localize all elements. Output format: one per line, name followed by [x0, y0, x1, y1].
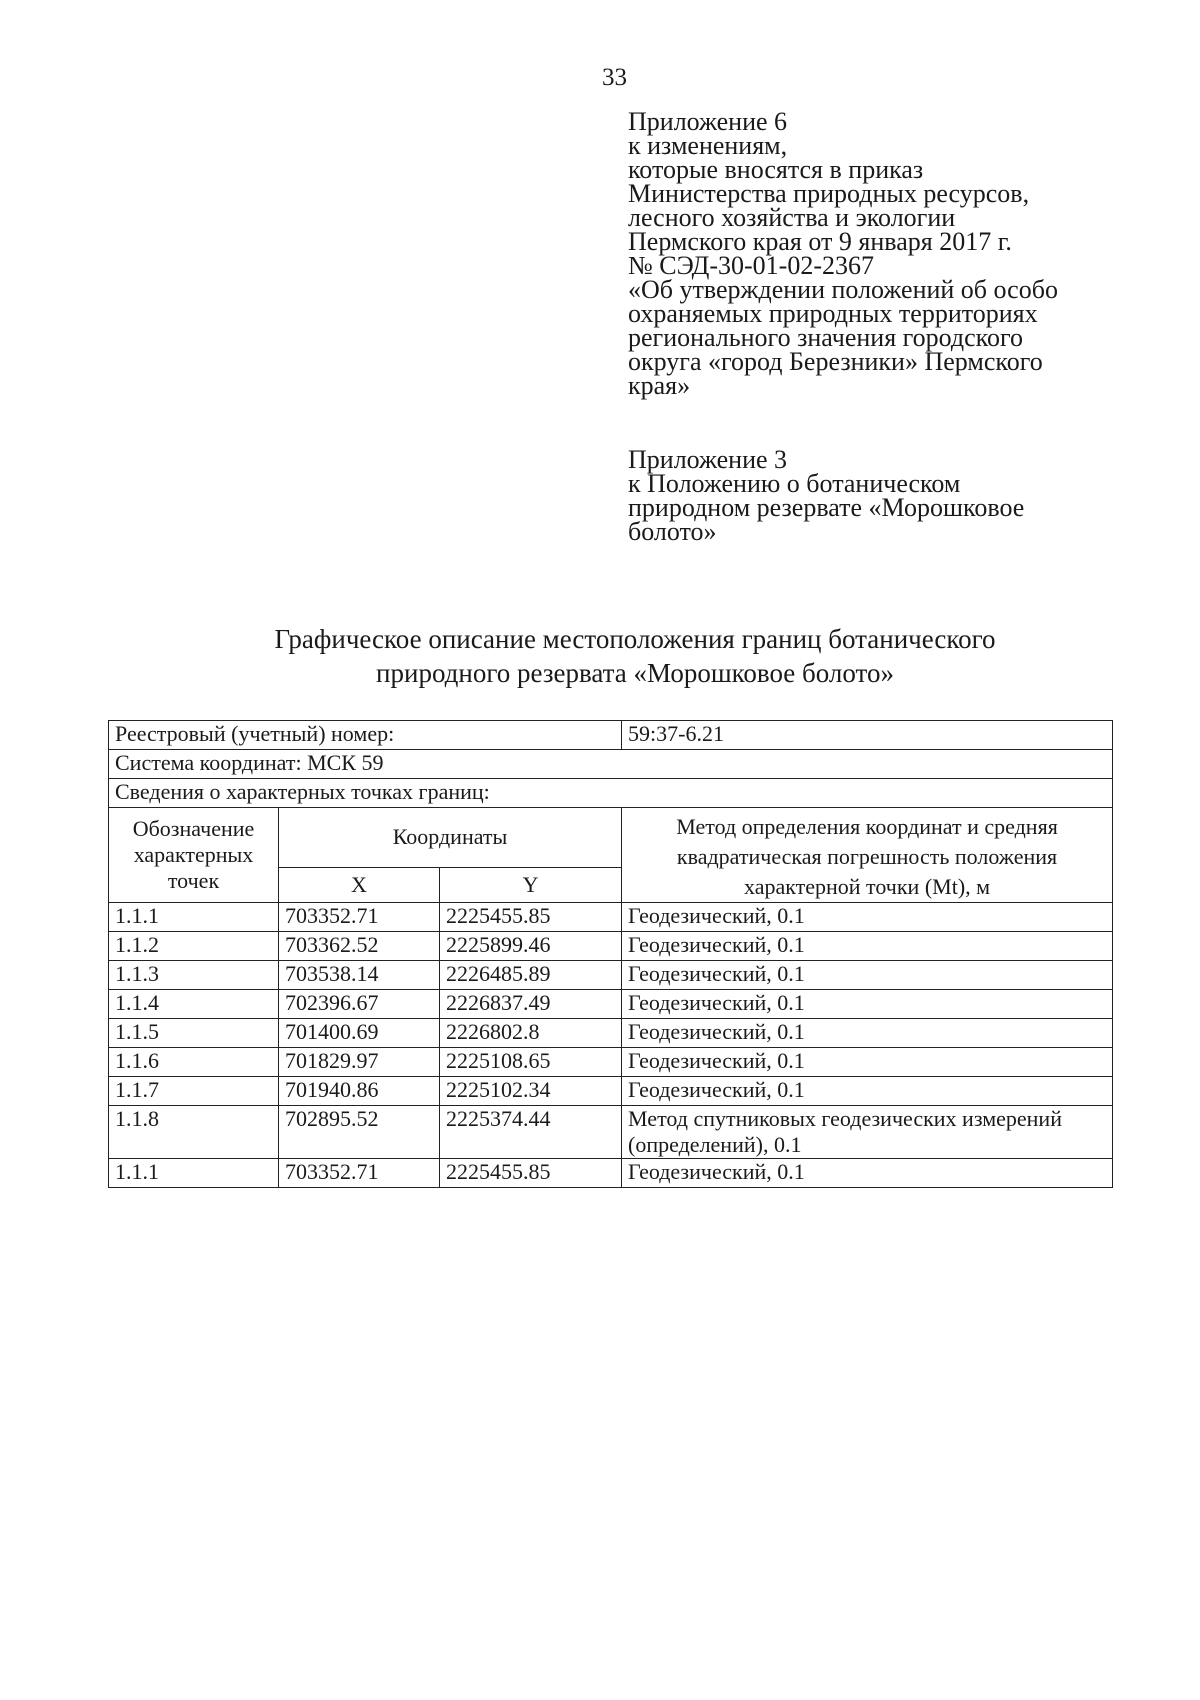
registry-value: 59:37-6.21: [622, 721, 1113, 750]
header-y: Y: [440, 867, 622, 902]
appendix-6-line: которые вносятся в приказ: [628, 155, 924, 184]
appendix-6-line: «Об утверждении положений об особо: [628, 275, 1058, 304]
y-cell: 2226802.8: [440, 1019, 622, 1048]
header-method: Метод определения координат и средняя квадратическая погрешность положения характерной точки (Mt), м: [622, 808, 1113, 903]
method-cell: Геодезический, 0.1: [622, 1048, 1113, 1077]
document-title: [120, 622, 1150, 690]
appendix-6-line: Министерства природных ресурсов,: [628, 179, 1030, 208]
point-cell: 1.1.6: [109, 1048, 279, 1077]
method-cell: Геодезический, 0.1: [622, 1019, 1113, 1048]
page-number: 33: [602, 64, 627, 91]
point-cell: 1.1.2: [109, 932, 279, 961]
coord-system-row: [109, 750, 1113, 779]
y-cell: 2226485.89: [440, 961, 622, 990]
y-cell: 2225102.34: [440, 1077, 622, 1106]
appendix-3-line: природном резервате «Морошковое: [628, 493, 1025, 522]
appendix-3-header: [628, 445, 1025, 546]
appendix-6-line: Пермского края от 9 января 2017 г.: [628, 227, 1012, 256]
registry-label: Реестровый (учетный) номер:: [109, 721, 622, 750]
points-info-row: [109, 779, 1113, 808]
method-cell: Геодезический, 0.1: [622, 903, 1113, 932]
method-cell: Геодезический, 0.1: [622, 1077, 1113, 1106]
table-row: [109, 1019, 1113, 1048]
appendix-6-line: регионального значения городского: [628, 323, 1024, 352]
point-cell: 1.1.4: [109, 990, 279, 1019]
point-cell: 1.1.8: [109, 1106, 279, 1159]
appendix-6-line: округа «город Березники» Пермского: [628, 347, 1043, 376]
appendix-6-line: охраняемых природных территориях: [628, 299, 1038, 328]
x-cell: 702895.52: [279, 1106, 440, 1159]
method-cell: Геодезический, 0.1: [622, 1159, 1113, 1188]
appendix-6-line: к изменениям,: [628, 131, 788, 160]
header-x: X: [279, 867, 440, 902]
x-cell: 703538.14: [279, 961, 440, 990]
appendix-6-line: края»: [628, 371, 691, 400]
x-cell: 703362.52: [279, 932, 440, 961]
appendix-3-line: болото»: [628, 517, 717, 546]
x-cell: 701829.97: [279, 1048, 440, 1077]
point-cell: 1.1.1: [109, 903, 279, 932]
table-row: [109, 990, 1113, 1019]
appendix-6-line: № СЭД-30-01-02-2367: [628, 251, 874, 280]
y-cell: 2225455.85: [440, 903, 622, 932]
table-row: [109, 932, 1113, 961]
x-cell: 701400.69: [279, 1019, 440, 1048]
header-coordinates: Координаты: [279, 808, 622, 868]
x-cell: 702396.67: [279, 990, 440, 1019]
header-designation: Обозначение характерных точек: [109, 808, 279, 903]
title-line-1: Графическое описание местоположения границ ботанического: [274, 624, 996, 654]
appendix-6-line: лесного хозяйства и экологии: [628, 203, 956, 232]
table-row: [109, 1106, 1113, 1159]
y-cell: 2225108.65: [440, 1048, 622, 1077]
point-cell: 1.1.7: [109, 1077, 279, 1106]
appendix-6-header: [628, 107, 1058, 400]
title-line-2: природного резервата «Морошковое болото»: [376, 658, 894, 688]
y-cell: 2225899.46: [440, 932, 622, 961]
x-cell: 703352.71: [279, 1159, 440, 1188]
method-cell: Геодезический, 0.1: [622, 932, 1113, 961]
point-cell: 1.1.5: [109, 1019, 279, 1048]
coordinates-table: [108, 720, 1113, 1188]
method-cell: Геодезический, 0.1: [622, 961, 1113, 990]
y-cell: 2225374.44: [440, 1106, 622, 1159]
method-cell: Геодезический, 0.1: [622, 990, 1113, 1019]
table-row: [109, 961, 1113, 990]
table-row: [109, 1077, 1113, 1106]
table-row: [109, 1159, 1113, 1188]
y-cell: 2225455.85: [440, 1159, 622, 1188]
table-row: [109, 903, 1113, 932]
appendix-3-line: к Положению о ботаническом: [628, 469, 961, 498]
point-cell: 1.1.3: [109, 961, 279, 990]
method-cell: Метод спутниковых геодезических измерений (определений), 0.1: [622, 1106, 1113, 1159]
x-cell: 701940.86: [279, 1077, 440, 1106]
coord-system: Система координат: МСК 59: [109, 750, 1113, 779]
appendix-3-line: Приложение 3: [628, 445, 788, 474]
point-cell: 1.1.1: [109, 1159, 279, 1188]
x-cell: 703352.71: [279, 903, 440, 932]
header-row: [109, 808, 1113, 868]
table-row: [109, 1048, 1113, 1077]
appendix-6-line: Приложение 6: [628, 107, 788, 136]
y-cell: 2226837.49: [440, 990, 622, 1019]
registry-row: [109, 721, 1113, 750]
points-info: Сведения о характерных точках границ:: [109, 779, 1113, 808]
